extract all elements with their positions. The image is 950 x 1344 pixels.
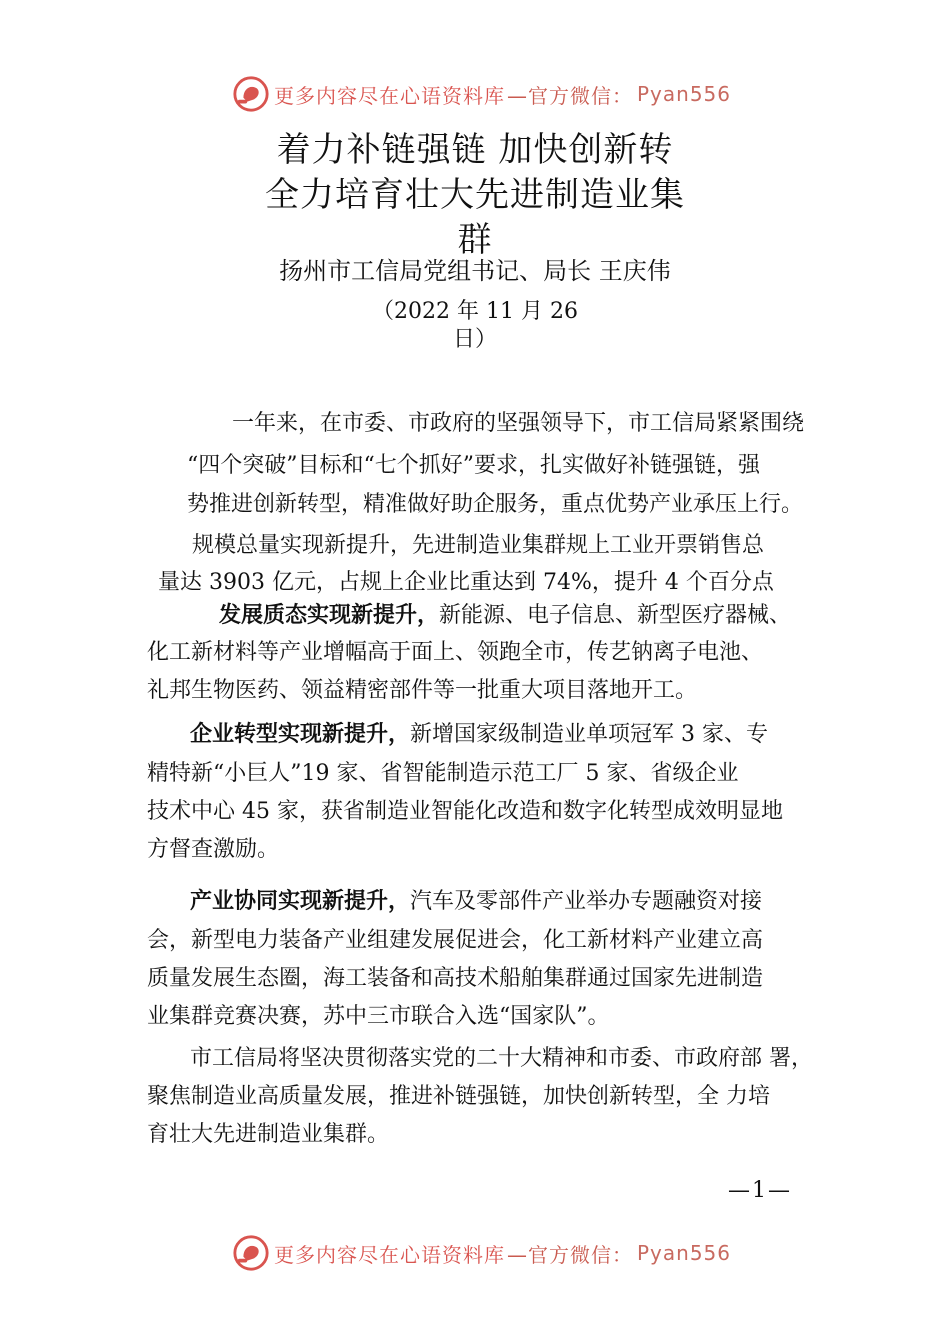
heading-synergy: 产业协同实现新提升， bbox=[190, 889, 411, 914]
text-line: 规模总量实现新提升，先进制造业集群规上工业开票销售总 bbox=[192, 533, 765, 558]
watermark-id-text: Pyan556 bbox=[637, 1241, 732, 1265]
text-line: 技术中心 45 家，获省制造业智能化改造和数字化转型成效明显地 bbox=[147, 799, 783, 824]
text-line: 育壮大先进制造业集群。 bbox=[147, 1122, 390, 1147]
date-line-1: （2022 年 11 月 26 bbox=[372, 299, 578, 324]
text-line: 会，新型电力装备产业组建发展促进会，化工新材料产业建立高 bbox=[147, 928, 764, 953]
text-line: 业集群竞赛决赛，苏中三市联合入选“国家队”。 bbox=[147, 1004, 610, 1029]
text-line: 量达 3903 亿元，占规上企业比重达到 74%，提升 4 个百分点 bbox=[158, 570, 774, 595]
watermark-header bbox=[232, 74, 732, 114]
paragraph-scale-line1 bbox=[192, 527, 764, 565]
heading-transform: 企业转型实现新提升， bbox=[190, 722, 411, 747]
date-block bbox=[0, 298, 950, 354]
watermark-main-text: 更多内容尽在心语资料库 bbox=[274, 1242, 505, 1267]
fist-logo-icon bbox=[232, 1234, 270, 1272]
paragraph-transform-rest bbox=[147, 755, 783, 869]
watermark-side-text: —官方微信： bbox=[507, 1242, 633, 1267]
author-line: 扬州市工信局党组书记、局长 王庆伟 bbox=[279, 257, 671, 285]
text-line: 精特新“小巨人”19 家、省智能制造示范工厂 5 家、省级企业 bbox=[147, 761, 739, 786]
paragraph-intro-line1 bbox=[232, 405, 804, 443]
watermark-footer bbox=[232, 1233, 732, 1273]
paragraph-quality-rest bbox=[147, 634, 763, 710]
paragraph-synergy-line1 bbox=[190, 883, 762, 921]
watermark-side-text: —官方微信： bbox=[507, 83, 633, 108]
paragraph-transform-line1 bbox=[190, 716, 768, 754]
text-line: 方督查激励。 bbox=[147, 837, 280, 862]
text-line: 聚焦制造业高质量发展，推进补链强链，加快创新转型，全 力培 bbox=[147, 1084, 770, 1109]
text-line: “四个突破”目标和“七个抓好”要求，扎实做好补链强链，强 bbox=[187, 453, 760, 478]
heading-quality: 发展质态实现新提升， bbox=[219, 603, 440, 628]
paragraph-quality-line1 bbox=[219, 597, 791, 635]
page-number: —1— bbox=[728, 1178, 792, 1203]
fist-logo-icon bbox=[232, 75, 270, 113]
title-line-1: 着力补链强链 加快创新转 bbox=[276, 130, 674, 170]
title-line-2: 全力培育壮大先进制造业集 bbox=[265, 175, 685, 215]
text-line: 礼邦生物医药、领益精密部件等一批重大项目落地开工。 bbox=[147, 678, 698, 703]
text-line: 市工信局将坚决贯彻落实党的二十大精神和市委、市政府部 署， bbox=[190, 1046, 813, 1071]
paragraph-synergy-rest bbox=[147, 922, 763, 1036]
text-segment: 新增国家级制造业单项冠军 3 家、专 bbox=[410, 722, 769, 747]
text-line: 势推进创新转型，精准做好助企服务，重点优势产业承压上行。 bbox=[187, 492, 804, 517]
document-title bbox=[0, 128, 950, 263]
text-line: 化工新材料等产业增幅高于面上、领跑全市，传艺钠离子电池、 bbox=[147, 640, 764, 665]
paragraph-outlook-rest bbox=[147, 1078, 770, 1154]
watermark-main-text: 更多内容尽在心语资料库 bbox=[274, 83, 505, 108]
text-line: 质量发展生态圈，海工装备和高技术船舶集群通过国家先进制造 bbox=[147, 966, 764, 991]
watermark-id-text: Pyan556 bbox=[637, 82, 732, 106]
paragraph-outlook-line1 bbox=[190, 1040, 813, 1078]
paragraph-intro-rest2 bbox=[187, 486, 803, 524]
date-line-2: 日） bbox=[452, 327, 497, 352]
title-line-3: 群 bbox=[457, 220, 493, 260]
paragraph-intro-rest bbox=[187, 447, 760, 485]
text-segment: 汽车及零部件产业举办专题融资对接 bbox=[410, 889, 763, 914]
text-segment: 新能源、电子信息、新型医疗器械、 bbox=[439, 603, 792, 628]
text-line: 一年来，在市委、市政府的坚强领导下，市工信局紧紧围绕 bbox=[232, 411, 805, 436]
